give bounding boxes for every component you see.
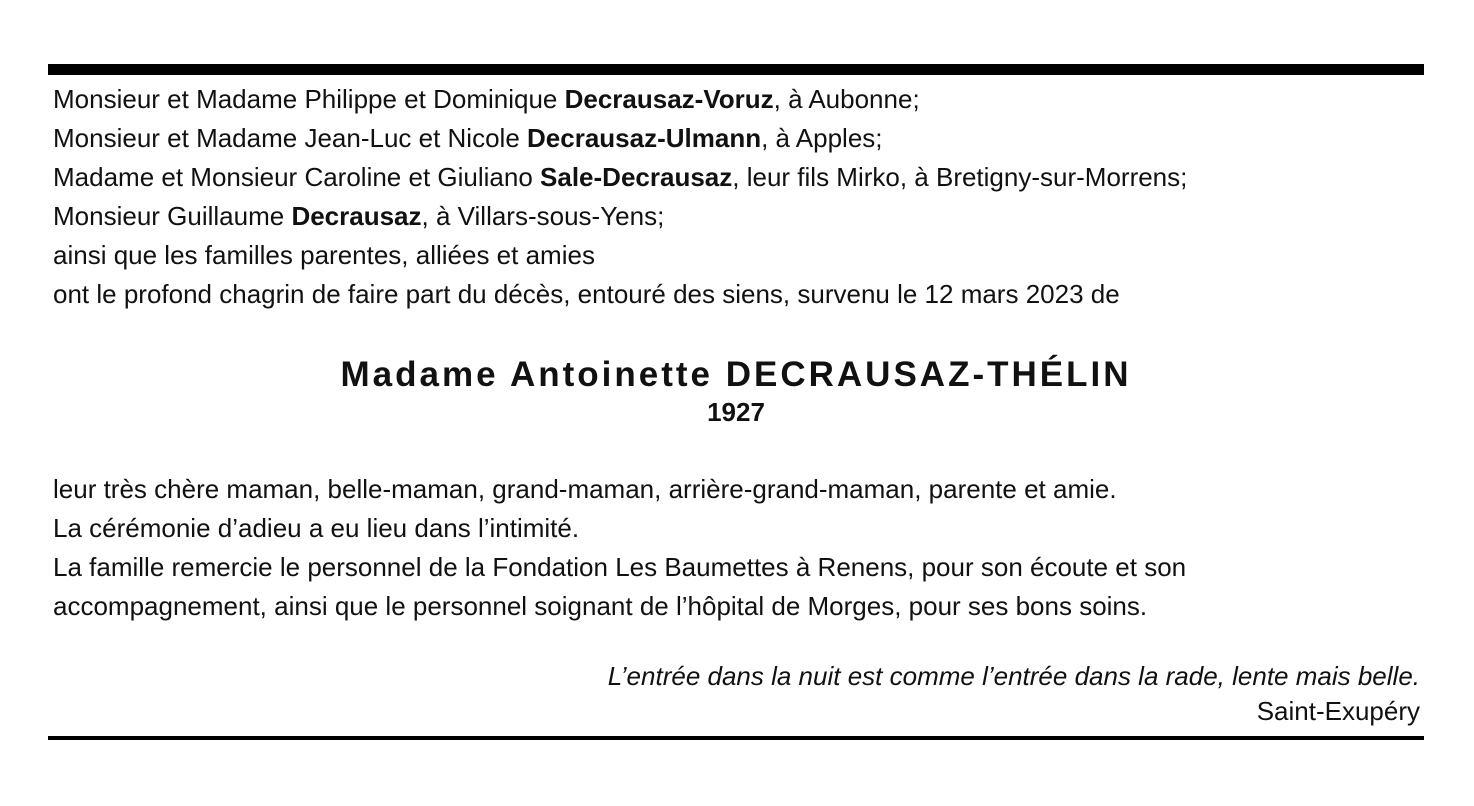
family-text: Monsieur Guillaume: [53, 201, 292, 231]
announcement-line: ont le profond chagrin de faire part du décès, entouré des siens, survenu le 12 mars 2023 de: [53, 279, 1120, 309]
family-line: [53, 197, 1424, 236]
message-line: accompagnement, ainsi que le personnel soignant de l’hôpital de Morges, pour ses bons soins.: [53, 591, 1148, 621]
family-name: Decrausaz-Voruz: [564, 84, 774, 114]
family-location: , à Villars-sous-Yens;: [421, 201, 665, 231]
closing-quote: L’entrée dans la nuit est comme l’entrée dans la rade, lente mais belle.: [607, 661, 1420, 691]
deceased-block: [48, 353, 1424, 427]
obituary-notice: [48, 64, 1424, 729]
family-list: [53, 80, 1424, 314]
family-text: Monsieur et Madame Jean-Luc et Nicole: [53, 123, 528, 153]
family-name: Decrausaz: [291, 201, 422, 231]
message-block: [53, 470, 1424, 626]
family-location: , à Apples;: [761, 123, 883, 153]
message-line: leur très chère maman, belle-maman, grand-maman, arrière-grand-maman, parente et amie.: [53, 474, 1117, 504]
family-text: Monsieur et Madame Philippe et Dominique: [53, 84, 565, 114]
message-line: La famille remercie le personnel de la Fondation Les Baumettes à Renens, pour son écoute et son: [53, 552, 1187, 582]
bottom-rule: [48, 736, 1424, 740]
message-line: La cérémonie d’adieu a eu lieu dans l’intimité.: [53, 513, 580, 543]
family-text: Madame et Monsieur Caroline et Giuliano: [53, 162, 541, 192]
family-line: [53, 119, 1424, 158]
top-rule: [48, 64, 1424, 75]
relatives-line: ainsi que les familles parentes, alliées et amies: [53, 240, 595, 270]
family-location: , leur fils Mirko, à Bretigny-sur-Morrens;: [732, 162, 1188, 192]
family-line: [53, 80, 1424, 119]
family-name: Sale-Decrausaz: [540, 162, 733, 192]
family-line: [53, 158, 1424, 197]
deceased-name: Madame Antoinette DECRAUSAZ-THÉLIN: [340, 355, 1132, 394]
quote-author: Saint-Exupéry: [1256, 696, 1420, 726]
deceased-year: 1927: [707, 397, 765, 427]
closing-quote-block: [48, 659, 1424, 729]
family-location: , à Aubonne;: [773, 84, 920, 114]
family-name: Decrausaz-Ulmann: [527, 123, 762, 153]
